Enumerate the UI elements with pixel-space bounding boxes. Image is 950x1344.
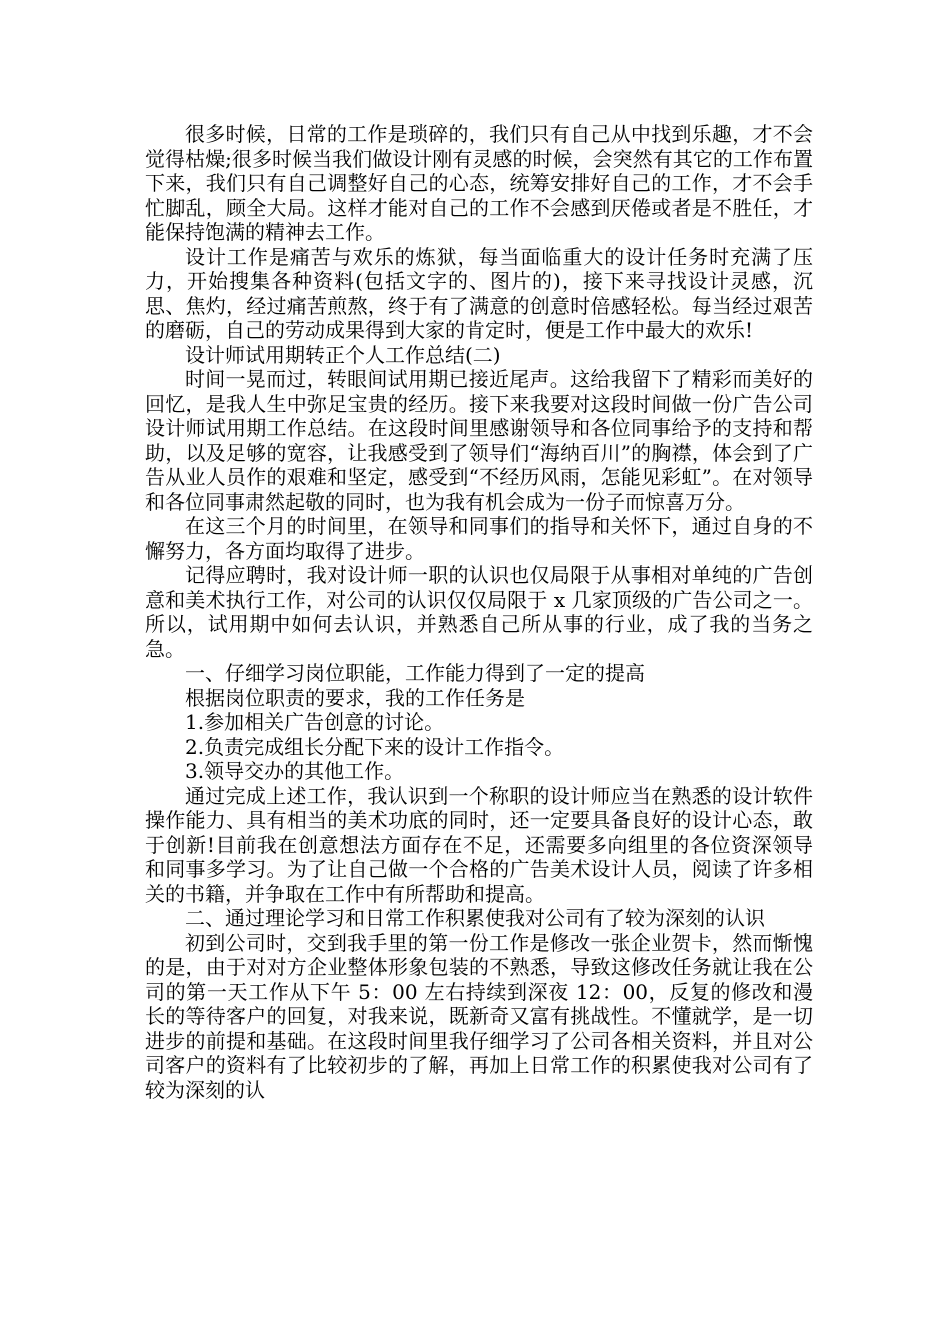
list-item-2: 2.负责完成组长分配下来的设计工作指令。 <box>185 734 565 759</box>
section-title: 设计师试用期转正个人工作总结(二) <box>185 342 501 367</box>
heading-one: 一、仔细学习岗位职能，工作能力得到了一定的提高 <box>185 661 645 685</box>
paragraph-5: 记得应聘时，我对设计师一职的认识也仅局限于从事相对单纯的广告创意和美术执行工作，对公司的认识仅仅局限于 x 几家顶级的广告公司之一。所以，试用期中如何去认识，并熟悉自己所从事的行业，成了我的当务之急。 <box>145 563 813 661</box>
paragraph-6: 根据岗位职责的要求，我的工作任务是 <box>185 685 525 710</box>
document-page <box>145 122 813 1102</box>
paragraph-4: 在这三个月的时间里，在领导和同事们的指导和关怀下，通过自身的不懈努力，各方面均取得了进步。 <box>145 514 813 563</box>
paragraph-7: 通过完成上述工作，我认识到一个称职的设计师应当在熟悉的设计软件操作能力、具有相当的美术功底的同时，还一定要具备良好的设计心态，敢于创新!目前我在创意想法方面存在不足，还需要多向组里的各位资深领导和同事多学习。为了让自己做一个合格的广告美术设计人员，阅读了许多相关的书籍，并争取在工作中有所帮助和提高。 <box>145 783 813 906</box>
heading-two: 二、通过理论学习和日常工作积累使我对公司有了较为深刻的认识 <box>185 906 765 930</box>
list-item-3: 3.领导交办的其他工作。 <box>185 759 405 783</box>
paragraph-2: 设计工作是痛苦与欢乐的炼狱，每当面临重大的设计任务时充满了压力，开始搜集各种资料(包括文字的、图片的)，接下来寻找设计灵感，沉思、焦灼，经过痛苦煎熬，终于有了满意的创意时倍感轻松。每当经过艰苦的磨砺，自己的劳动成果得到大家的肯定时，便是工作中最大的欢乐! <box>145 244 813 342</box>
paragraph-8: 初到公司时，交到我手里的第一份工作是修改一张企业贺卡，然而惭愧的是，由于对对方企业整体形象包装的不熟悉，导致这修改任务就让我在公司的第一天工作从下午 5：00 左右持续到深夜 12：00，反复的修改和漫长的等待客户的回复，对我来说，既新奇又富有挑战性。不懂就学，是一切进步的前提和基础。在这段时间里我仔细学习了公司各相关资料，并且对公司客户的资料有了比较初步的了解，再加上日常工作的积累使我对公司有了较为深刻的认 <box>145 930 813 1102</box>
paragraph-1: 很多时候，日常的工作是琐碎的，我们只有自己从中找到乐趣，才不会觉得枯燥;很多时候当我们做设计刚有灵感的时候，会突然有其它的工作布置下来，我们只有自己调整好自己的心态，统筹安排好自己的工作，才不会手忙脚乱，顾全大局。这样才能对自己的工作不会感到厌倦或者是不胜任，才能保持饱满的精神去工作。 <box>145 122 813 244</box>
paragraph-3: 时间一晃而过，转眼间试用期已接近尾声。这给我留下了精彩而美好的回忆，是我人生中弥足宝贵的经历。接下来我要对这段时间做一份广告公司设计师试用期工作总结。在这段时间里感谢领导和各位同事给予的支持和帮助，以及足够的宽容，让我感受到了领导们“海纳百川”的胸襟，体会到了广告从业人员作的艰难和坚定，感受到“不经历风雨，怎能见彩虹”。在对领导和各位同事肃然起敬的同时，也为我有机会成为一份子而惊喜万分。 <box>145 367 813 514</box>
list-item-1: 1.参加相关广告创意的讨论。 <box>185 710 445 734</box>
